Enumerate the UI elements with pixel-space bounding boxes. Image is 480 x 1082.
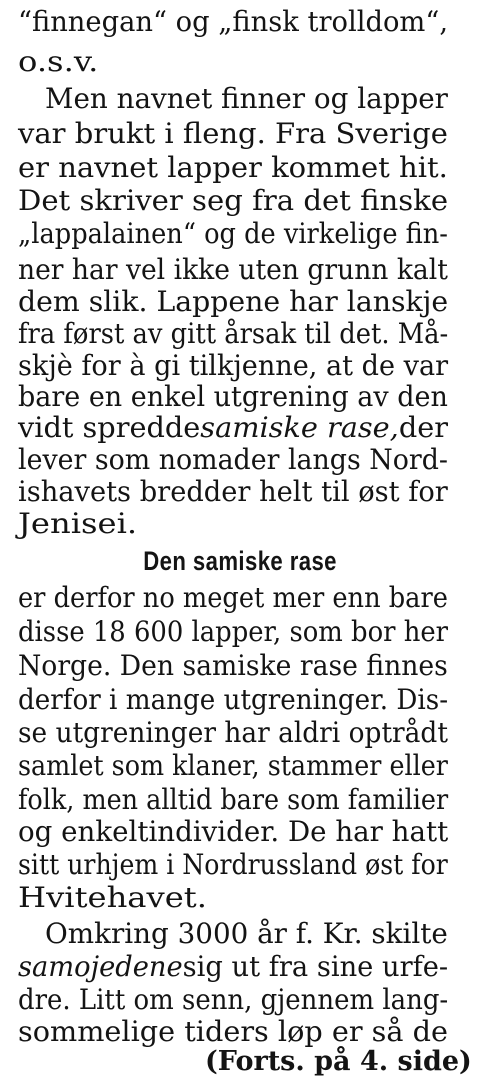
text-line-content: „lappalainen“ og de virkelige fin-	[18, 217, 448, 250]
text-line	[18, 878, 480, 918]
text-line-content: dre. Litt om senn, gjennem lang-	[18, 983, 449, 1016]
text-line-content: o.s.v.	[18, 45, 99, 78]
text-line-content: Jenisei.	[18, 507, 138, 540]
text-line	[18, 2, 480, 42]
text-line-content: vidt spredde	[18, 411, 201, 444]
text-line-content: Hvitehavet.	[18, 881, 207, 914]
text-line-content: og enkeltindivider. De har hatt	[18, 815, 449, 848]
section-heading-text: Den samiske rase	[143, 546, 337, 576]
text-line-content: skjè for à gi tilkjenne, at de var	[18, 349, 449, 382]
text-line-content: sitt urhjem i Nordrussland øst for	[18, 848, 448, 881]
text-line-content: Men navnet finner og lapper	[45, 82, 448, 115]
text-line-content: er navnet lapper kommet hit.	[18, 151, 448, 184]
section-heading	[0, 541, 480, 581]
text-line-content: samlet som klaner, stammer eller	[18, 749, 448, 782]
text-line-content: derfor i mange utgreninger. Dis-	[18, 683, 449, 716]
text-line-content: dem slik. Lappene har lanskje	[18, 285, 449, 318]
text-line-content: disse 18 600 lapper, som bor her	[18, 615, 449, 648]
text-line-content: ner har vel ikke uten grunn kalt	[18, 253, 448, 286]
emphasized-text: samiske rase,	[200, 411, 399, 444]
text-line-content: folk, men alltid bare som familier	[18, 783, 449, 816]
text-line-content: der	[398, 411, 449, 444]
text-line-content: er derfor no meget mer enn bare	[18, 581, 448, 614]
continued-note-text: (Forts. på 4. side)	[205, 1046, 472, 1077]
text-line-content: var brukt i fleng. Fra Sverige	[18, 117, 448, 150]
text-line	[18, 42, 480, 82]
emphasized-text: samojedene	[18, 950, 183, 983]
text-line-content: bare en enkel utgrening av den	[18, 380, 448, 413]
text-line-content: Det skriver seg fra det finske	[18, 184, 449, 217]
text-line-content: ishavets bredder helt til øst for	[18, 475, 448, 508]
text-line-content: sig ut fra sine urfe-	[182, 950, 449, 983]
text-line-content: se utgreninger har aldri optrådt	[18, 716, 448, 749]
text-line	[45, 79, 480, 119]
text-line-content: sommelige tiders løp er så de	[18, 1015, 449, 1048]
text-line-content: “finnegan“ og „finsk trolldom“,	[18, 5, 449, 38]
text-line-content: Norge. Den samiske rase finnes	[18, 649, 448, 682]
text-line-content: Omkring 3000 år f. Kr. skilte	[45, 917, 448, 950]
text-line-content: lever som nomader langs Nord-	[18, 443, 448, 476]
text-line-content: fra først av gitt årsak til det. Må-	[18, 317, 449, 350]
text-line	[18, 504, 480, 544]
text-line	[18, 214, 458, 254]
